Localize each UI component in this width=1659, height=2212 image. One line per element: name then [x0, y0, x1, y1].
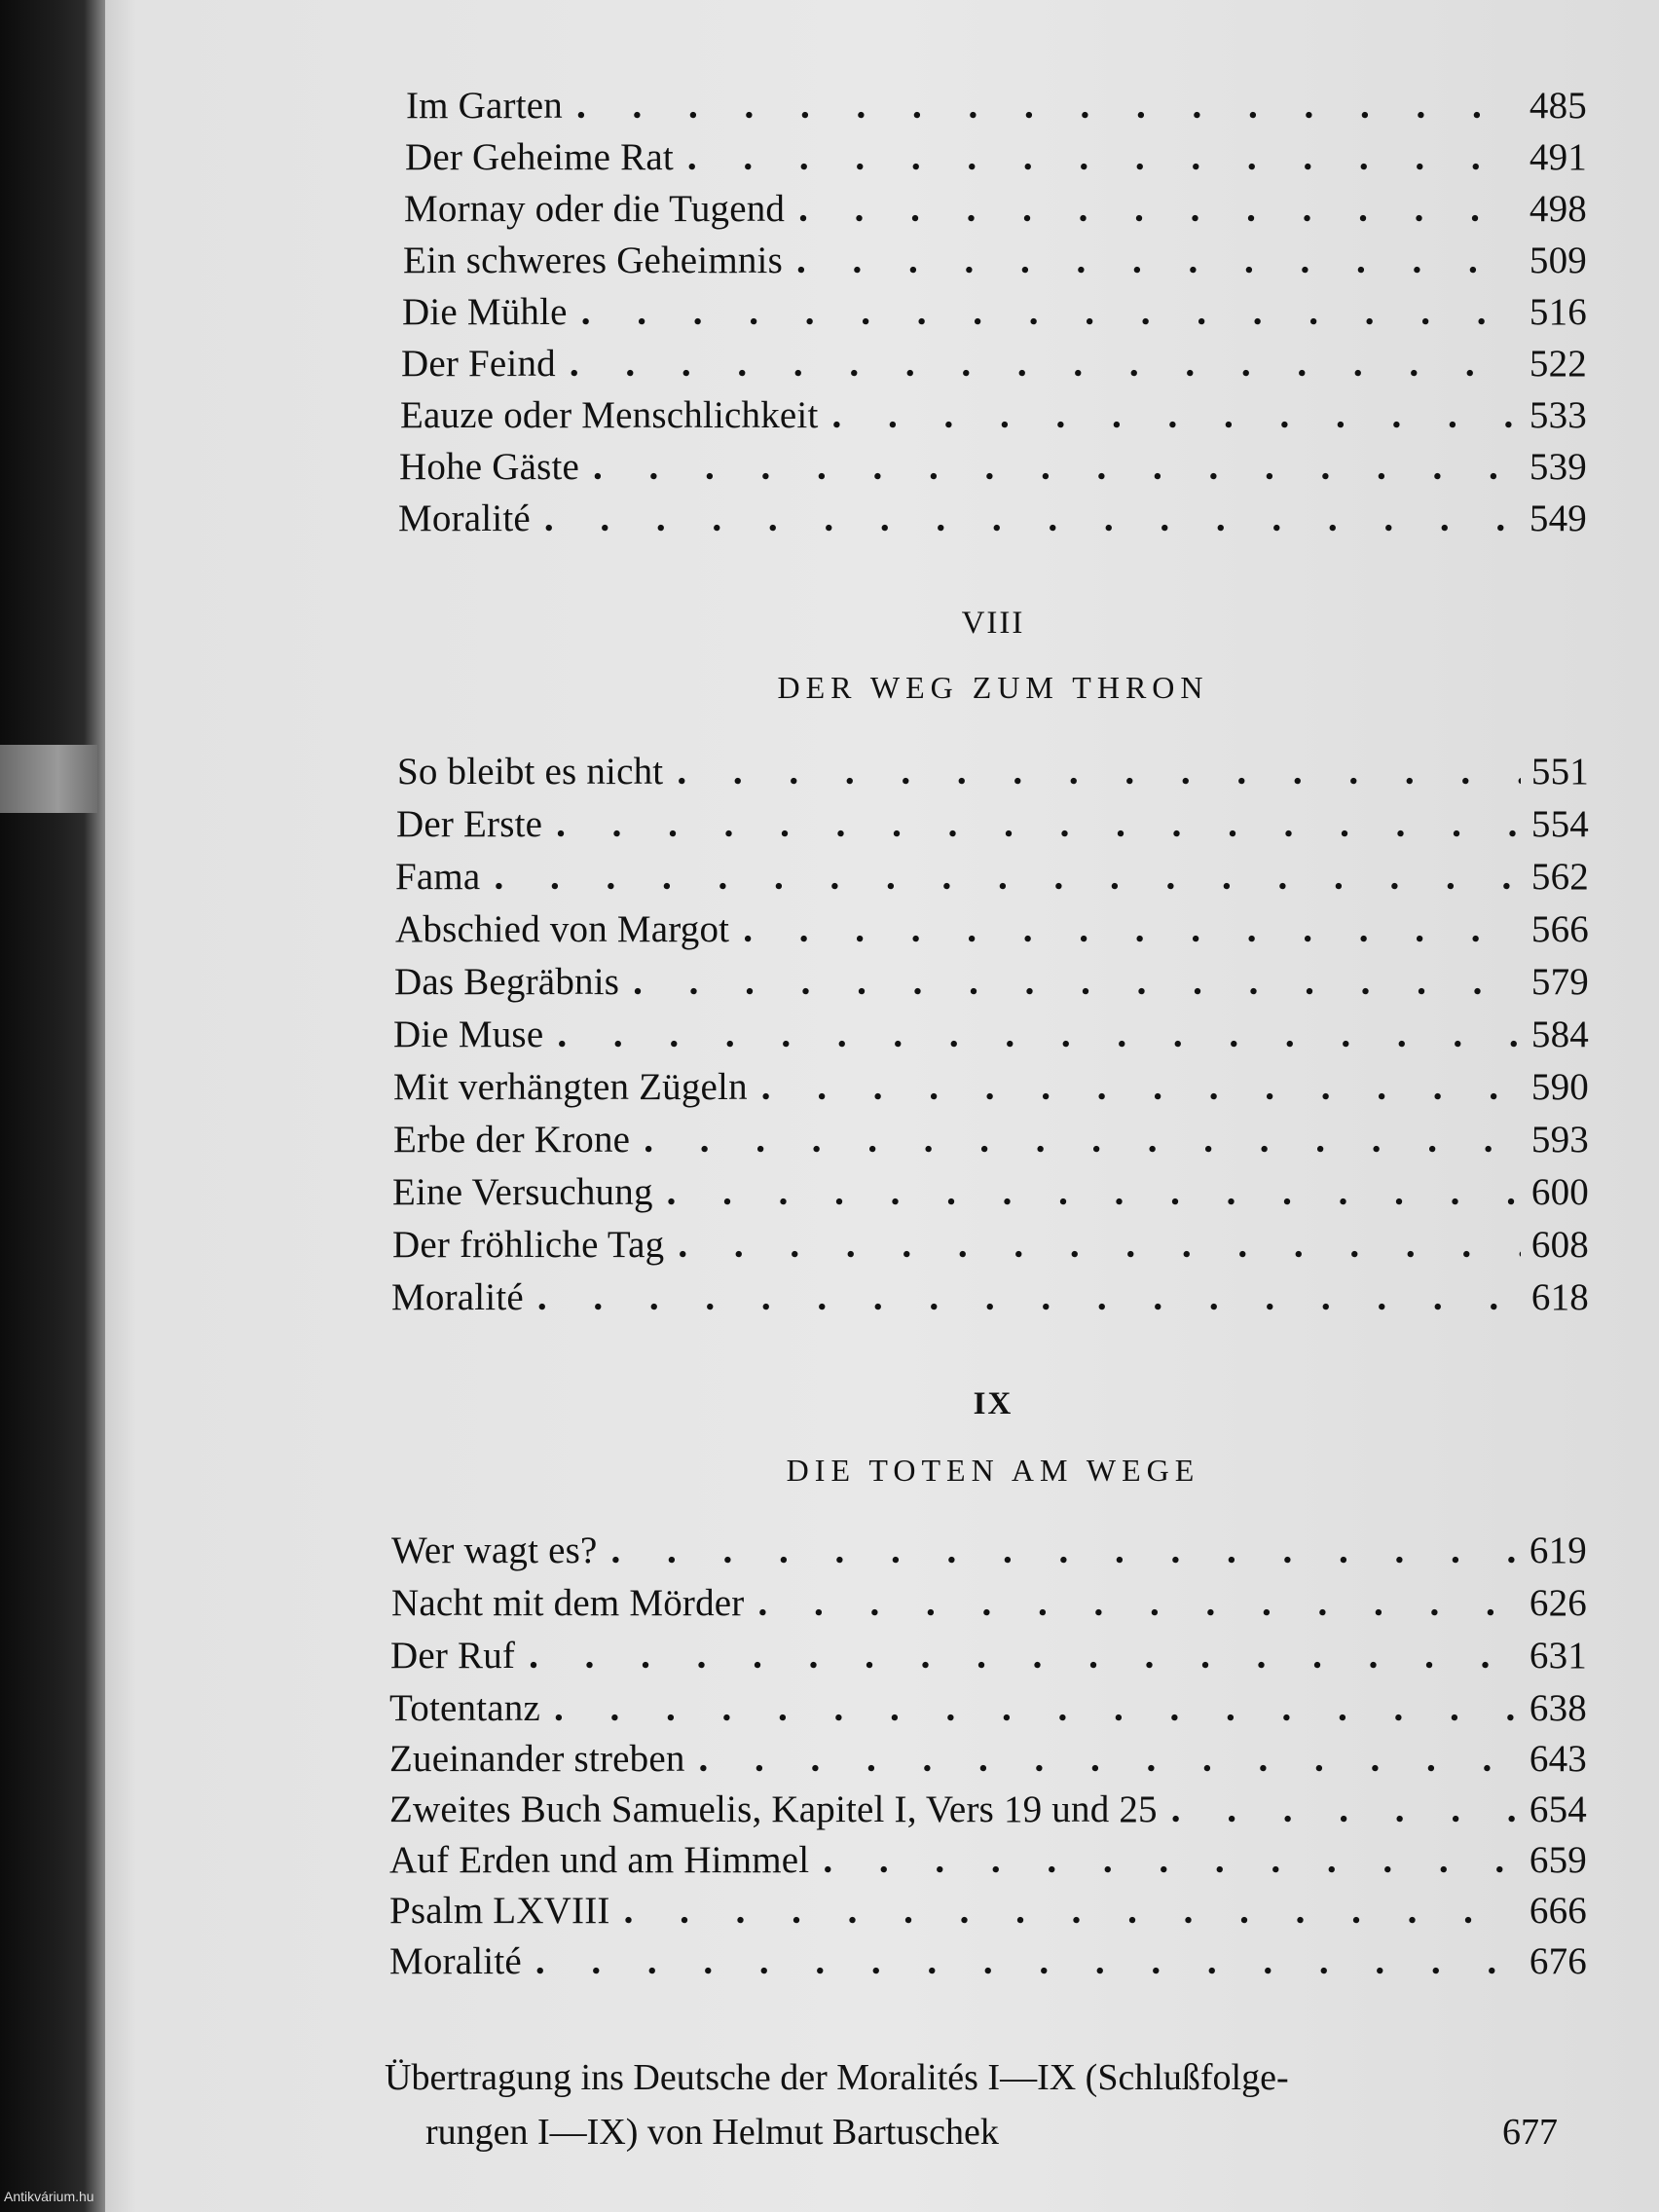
entry-page: 631 [1529, 1635, 1587, 1677]
entry-page: 509 [1529, 240, 1587, 281]
entry-title: Der Erste [396, 803, 543, 845]
dot-leader [556, 338, 1519, 390]
entry-page: 659 [1529, 1839, 1587, 1881]
entry-title: Moralité [391, 1276, 524, 1318]
dot-leader [744, 1577, 1519, 1630]
dot-leader [579, 441, 1519, 494]
entry-title: Wer wagt es? [391, 1530, 598, 1571]
entry-page: 676 [1529, 1940, 1587, 1982]
dot-leader [568, 286, 1519, 339]
toc-entry [391, 1525, 1587, 1577]
entry-title: Das Begräbnis [394, 961, 620, 1003]
translation-page: 677 [1502, 2112, 1558, 2153]
entry-page: 654 [1529, 1788, 1587, 1830]
section-heading: DER WEG ZUM THRON [777, 670, 1209, 705]
toc-entry [397, 746, 1589, 798]
entry-page: 551 [1530, 751, 1589, 793]
toc-entry [399, 441, 1587, 494]
entry-page: 608 [1530, 1224, 1589, 1266]
entry-title: Nacht mit dem Mörder [391, 1582, 745, 1624]
entry-page: 619 [1529, 1530, 1587, 1571]
dot-leader [785, 183, 1519, 236]
section-numeral: VIII [961, 606, 1025, 641]
entry-title: Eauze oder Menschlichkeit [400, 394, 819, 436]
entry-page: 600 [1530, 1171, 1589, 1213]
toc-entry [389, 1733, 1587, 1786]
entry-page: 618 [1530, 1276, 1589, 1318]
toc-entry [400, 389, 1587, 442]
toc-entry [396, 798, 1589, 851]
entry-title: Moralité [398, 498, 531, 539]
entry-page: 590 [1530, 1066, 1589, 1108]
toc-entry [391, 1577, 1587, 1630]
entry-title: Der Feind [401, 343, 556, 385]
dot-leader [685, 1733, 1519, 1786]
entry-page: 549 [1529, 498, 1587, 539]
entry-title: Psalm LXVIII [389, 1890, 610, 1932]
dot-leader [598, 1525, 1520, 1577]
toc-entry [406, 80, 1587, 132]
watermark: Antikvárium.hu [4, 2189, 94, 2204]
dot-leader [531, 493, 1519, 545]
toc-entry [401, 338, 1587, 390]
entry-title: Mornay oder die Tugend [404, 188, 786, 230]
translation-line-1: Übertragung ins Deutsche der Moralités I—IX (Schlußfolge- [385, 2057, 1289, 2098]
dot-leader [480, 851, 1521, 903]
dot-leader [653, 1166, 1521, 1219]
toc-entry [389, 1784, 1587, 1836]
toc-entry [390, 1630, 1587, 1682]
entry-title: Zweites Buch Samuelis, Kapitel I, Vers 19 und 25 [389, 1788, 1158, 1830]
dot-leader [748, 1061, 1521, 1114]
toc-entry [395, 903, 1589, 956]
dot-leader [664, 1219, 1521, 1272]
toc-entry [398, 493, 1587, 545]
entry-title: Die Mühle [402, 291, 568, 333]
entry-page: 638 [1529, 1687, 1587, 1729]
dot-leader [674, 131, 1519, 184]
toc-entry [403, 235, 1587, 287]
toc-entry [393, 1114, 1589, 1166]
entry-title: Ein schweres Geheimnis [403, 240, 783, 281]
entry-page: 554 [1530, 803, 1589, 845]
dot-leader [540, 1682, 1519, 1735]
dot-leader [819, 389, 1520, 442]
entry-title: Der Geheime Rat [405, 136, 674, 178]
entry-page: 539 [1529, 446, 1587, 488]
dot-leader [524, 1272, 1521, 1324]
section-numeral: IX [973, 1386, 1014, 1421]
toc-entry [395, 851, 1589, 903]
entry-page: 643 [1529, 1738, 1587, 1780]
dot-leader [783, 235, 1519, 287]
toc-entry [405, 131, 1587, 184]
dot-leader [1158, 1784, 1519, 1836]
toc-entry [389, 1885, 1587, 1937]
entry-page: 485 [1529, 85, 1587, 127]
entry-title: Zueinander streben [389, 1738, 685, 1780]
dot-leader [809, 1834, 1519, 1887]
entry-title: Auf Erden und am Himmel [389, 1839, 810, 1881]
toc-entry [394, 956, 1589, 1009]
entry-page: 579 [1530, 961, 1589, 1003]
entry-title: Mit verhängten Zügeln [393, 1066, 748, 1108]
entry-title: Eine Versuchung [392, 1171, 653, 1213]
toc-entry [389, 1936, 1587, 1988]
section-heading: DIE TOTEN AM WEGE [786, 1453, 1200, 1488]
toc-entry [392, 1166, 1589, 1219]
entry-title: So bleibt es nicht [397, 751, 664, 793]
toc-entry [389, 1682, 1587, 1735]
entry-page: 522 [1529, 343, 1587, 385]
dot-leader [542, 798, 1521, 851]
toc-entry [392, 1219, 1589, 1272]
dot-leader [522, 1936, 1519, 1988]
dot-leader [610, 1885, 1519, 1937]
toc-entry [393, 1009, 1589, 1061]
dot-leader [543, 1009, 1521, 1061]
entry-page: 533 [1529, 394, 1587, 436]
dot-leader [729, 903, 1521, 956]
entry-title: Hohe Gäste [399, 446, 580, 488]
entry-title: Der fröhliche Tag [392, 1224, 665, 1266]
entry-title: Erbe der Krone [393, 1119, 631, 1161]
toc-entry [391, 1272, 1589, 1324]
entry-title: Totentanz [389, 1687, 541, 1729]
entry-page: 498 [1529, 188, 1587, 230]
entry-page: 562 [1530, 856, 1589, 898]
entry-page: 491 [1529, 136, 1587, 178]
toc-entry [393, 1061, 1589, 1114]
toc-entry [404, 183, 1587, 236]
dot-leader [663, 746, 1521, 798]
dot-leader [563, 80, 1519, 132]
dot-leader [630, 1114, 1521, 1166]
dot-leader [515, 1630, 1519, 1682]
entry-page: 584 [1530, 1014, 1589, 1055]
toc-entry [402, 286, 1587, 339]
translation-note [385, 2050, 1558, 2159]
entry-title: Moralité [389, 1940, 522, 1982]
entry-page: 566 [1530, 908, 1589, 950]
entry-page: 593 [1530, 1119, 1589, 1161]
spacer [999, 2105, 1502, 2159]
entry-title: Abschied von Margot [395, 908, 730, 950]
entry-title: Im Garten [406, 85, 563, 127]
entry-title: Die Muse [393, 1014, 544, 1055]
entry-page: 666 [1529, 1890, 1587, 1932]
dot-leader [619, 956, 1521, 1009]
entry-title: Fama [395, 856, 481, 898]
toc-entry [389, 1834, 1587, 1887]
entry-page: 626 [1529, 1582, 1587, 1624]
entry-title: Der Ruf [390, 1635, 516, 1677]
entry-page: 516 [1529, 291, 1587, 333]
translation-line-2: rungen I—IX) von Helmut Bartuschek [425, 2112, 999, 2153]
translation-line-2-row [385, 2105, 1558, 2159]
